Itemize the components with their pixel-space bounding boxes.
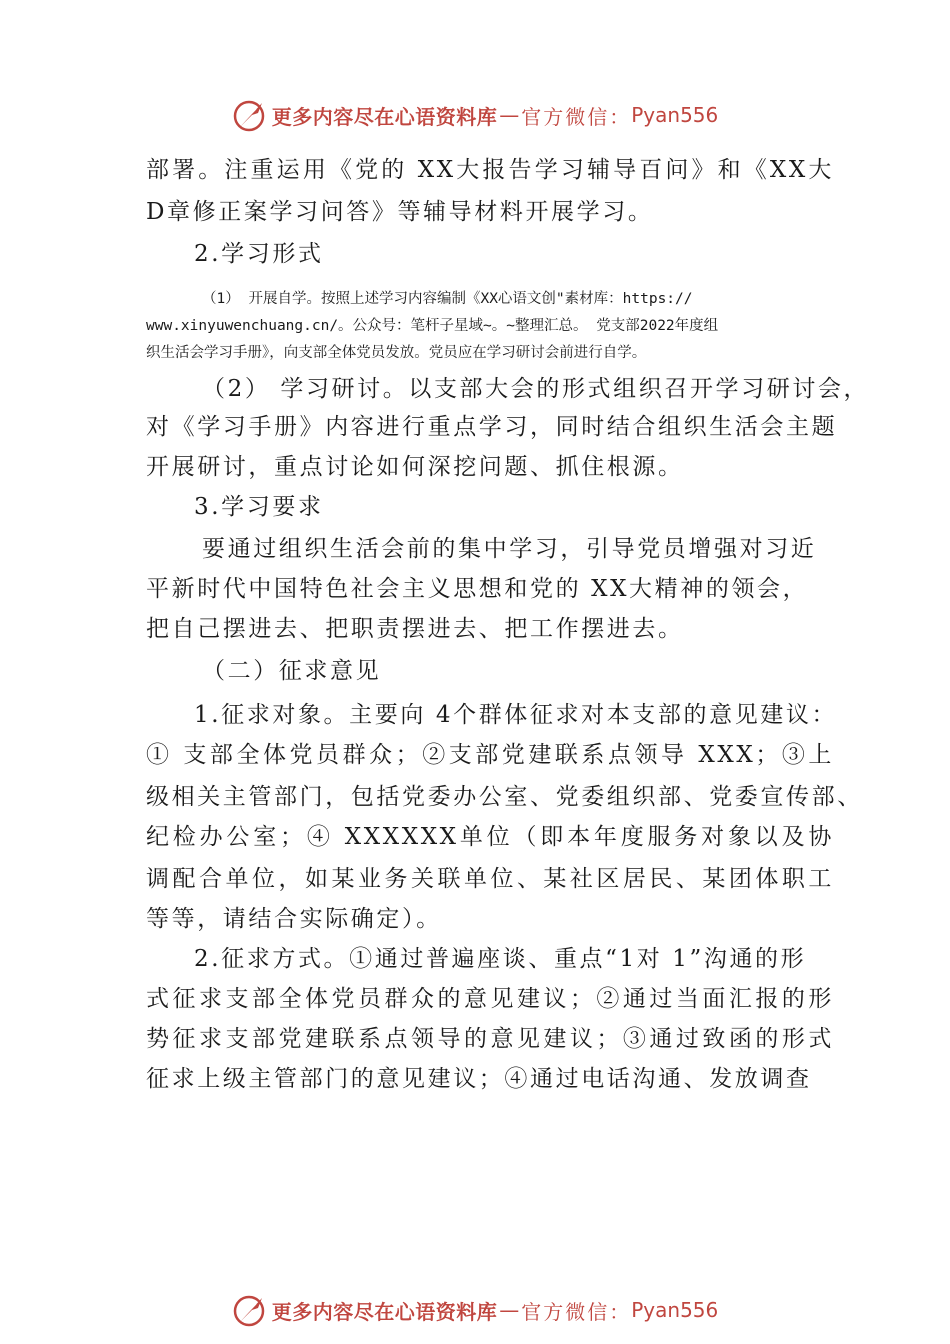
paragraph-line: 对《学习手册》内容进行重点学习，同时结合组织生活会主题 xyxy=(146,414,838,440)
banner-separator: — xyxy=(499,103,520,127)
paragraph-line: 要通过组织生活会前的集中学习，引导党员增强对习近 xyxy=(202,536,817,562)
paragraph-line: 等等，请结合实际确定）。 xyxy=(146,906,442,932)
paragraph-line: （2） 学习研讨。以支部大会的形式组织召开学习研讨会， xyxy=(202,376,870,402)
small-text-line: www.xinyuwenchuang.cn/。公众号：笔杆子星域~。~整理汇总。 党支部2022年度组 xyxy=(146,318,719,334)
paragraph-line: 式征求支部全体党员群众的意见建议；②通过当面汇报的形 xyxy=(146,986,834,1012)
small-text-line: （1） 开展自学。按照上述学习内容编制《XX心语文创"素材库：https:// xyxy=(202,291,693,307)
paragraph-line: 部署。注重运用《党的 XX大报告学习辅导百问》和《XX大 xyxy=(146,157,834,183)
paragraph-line: D章修正案学习问答》等辅导材料开展学习。 xyxy=(146,199,654,225)
paragraph-line: 征求上级主管部门的意见建议；④通过电话沟通、发放调查 xyxy=(146,1066,812,1092)
small-text-line: 织生活会学习手册》，向支部全体党员发放。党员应在学习研讨会前进行自学。 xyxy=(146,345,647,361)
paragraph-line: 开展研讨，重点讨论如何深挖问题、抓住根源。 xyxy=(146,454,684,480)
footer-banner xyxy=(0,1290,950,1330)
banner-separator: — xyxy=(499,1298,520,1322)
paragraph-line: 把自己摆进去、把职责摆进去、把工作摆进去。 xyxy=(146,616,684,642)
banner-wechat-id: Pyan556 xyxy=(631,103,719,127)
paragraph-line: 纪检办公室；④ XXXXXX单位（即本年度服务对象以及协 xyxy=(146,824,834,850)
banner-wechat-id: Pyan556 xyxy=(631,1298,719,1322)
banner-title: 更多内容尽在心语资料库 xyxy=(271,1299,498,1324)
paragraph-line: 势征求支部党建联系点领导的意见建议；③通过致函的形式 xyxy=(146,1026,834,1052)
paragraph-line: 平新时代中国特色社会主义思想和党的 XX大精神的领会， xyxy=(146,576,809,602)
banner-title: 更多内容尽在心语资料库 xyxy=(271,104,498,129)
banner-label: 官方微信： xyxy=(521,1299,632,1324)
quill-logo-icon xyxy=(232,97,268,133)
banner-label: 官方微信： xyxy=(521,104,632,129)
section-heading: 3.学习要求 xyxy=(194,494,324,520)
section-heading: 2.学习形式 xyxy=(194,241,324,267)
quill-logo-icon xyxy=(232,1292,268,1328)
paragraph-line: ① 支部全体党员群众；②支部党建联系点领导 XXX；③上 xyxy=(146,742,834,768)
section-heading: （二）征求意见 xyxy=(202,658,382,684)
paragraph-line: 级相关主管部门，包括党委办公室、党委组织部、党委宣传部、 xyxy=(146,784,863,810)
paragraph-line: 2.征求方式。①通过普遍座谈、重点“1对 1”沟通的形 xyxy=(194,946,807,972)
header-banner xyxy=(0,95,950,135)
paragraph-line: 1.征求对象。主要向 4个群体征求对本支部的意见建议： xyxy=(194,702,838,728)
paragraph-line: 调配合单位，如某业务关联单位、某社区居民、某团体职工 xyxy=(146,866,834,892)
